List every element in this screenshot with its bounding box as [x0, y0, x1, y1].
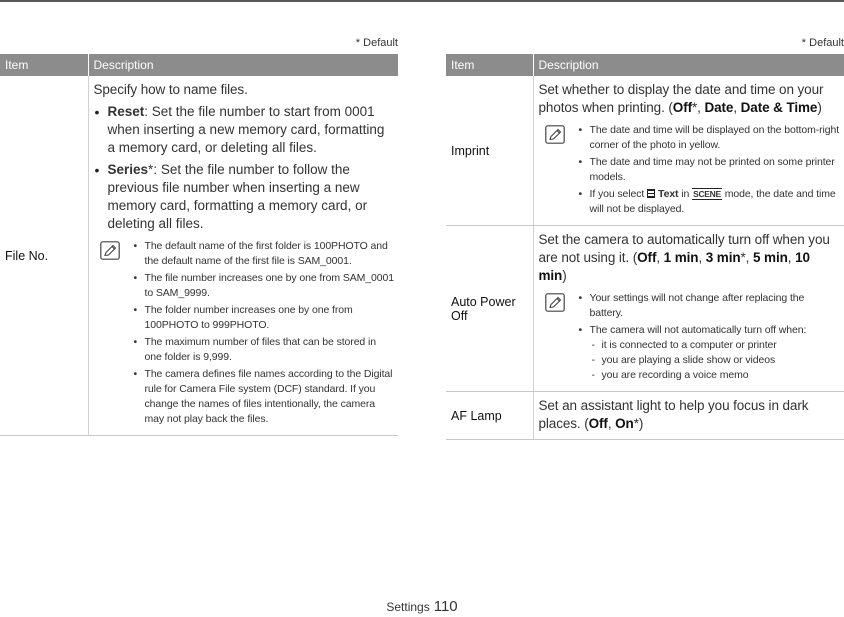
- af-option-off: Off: [588, 416, 608, 431]
- description-auto-power-off: [533, 226, 844, 392]
- note-item: [579, 323, 841, 383]
- description-imprint: [533, 76, 844, 226]
- auto-power-off-intro-text: Set the camera to automatically turn off when you are not using it. (: [538, 232, 830, 265]
- note-text: mode, the date and time will not be displayed.: [589, 188, 836, 215]
- separator: ,: [787, 250, 796, 265]
- note-pencil-icon: [545, 125, 565, 144]
- file-no-note: [94, 239, 395, 429]
- sub-list-item: - you are recording a voice memo: [590, 368, 841, 383]
- auto-power-off-intro: [539, 231, 841, 285]
- separator: ,: [607, 416, 616, 431]
- auto-power-off-note: [539, 291, 841, 385]
- auto-power-off-sub-list: [590, 338, 841, 383]
- default-note-left: * Default: [355, 37, 398, 49]
- separator: ,: [698, 250, 706, 265]
- item-file-no: File No.: [0, 76, 88, 436]
- option-series-text: : Set the file number to follow the previous file number when inserting a new memory card, formatting a memory card, or deleting all files.: [107, 162, 368, 231]
- description-file-no: [88, 76, 398, 436]
- imprint-option-date-time: Date & Time: [740, 100, 818, 115]
- sub-list-item: - it is connected to a computer or printer: [590, 338, 841, 353]
- sub-list-item: - you are playing a slide show or videos: [590, 353, 841, 368]
- option-series-label: Series: [107, 162, 149, 177]
- text-option-label: Text: [658, 188, 679, 200]
- right-settings-table: [446, 54, 844, 440]
- apo-option-5min: 5 min: [752, 250, 788, 265]
- description-af-lamp: [533, 392, 844, 440]
- footer-section-label: Settings: [386, 600, 430, 614]
- separator: ,: [656, 250, 664, 265]
- auto-power-off-note-list: [579, 291, 841, 385]
- note-item: • The camera defines file names according to the Digital rule for Camera File system (DCF) standard. If you change the names of files intentionally, the camera may not play back the files.: [134, 367, 395, 427]
- imprint-note: [539, 123, 841, 219]
- note-item: • The file number increases one by one from SAM_0001 to SAM_9999.: [134, 271, 395, 301]
- file-no-note-list: [134, 239, 395, 429]
- note-item: • The folder number increases one by one from 100PHOTO to 999PHOTO.: [134, 303, 395, 333]
- note-pencil-icon: [100, 241, 120, 260]
- closing-paren: ): [817, 100, 822, 115]
- left-settings-column: [0, 36, 398, 436]
- default-star: *: [148, 162, 154, 177]
- apo-option-3min: 3 min: [705, 250, 741, 265]
- closing-paren: ): [638, 416, 644, 431]
- apo-option-1min: 1 min: [663, 250, 699, 265]
- file-no-options: [94, 103, 395, 233]
- default-star: *: [692, 100, 698, 115]
- note-text: The camera will not automatically turn off when:: [589, 324, 807, 336]
- header-description: Description: [533, 54, 844, 76]
- note-item: • The date and time may not be printed on some printer models.: [579, 155, 841, 185]
- page-number: 110: [433, 598, 458, 615]
- separator: ,: [745, 250, 753, 265]
- default-star: *: [740, 250, 746, 265]
- imprint-option-off: Off: [672, 100, 692, 115]
- imprint-note-list: [579, 123, 841, 219]
- table-row-auto-power-off: [446, 226, 844, 392]
- note-text: in: [678, 188, 693, 200]
- item-auto-power-off: Auto Power Off: [446, 226, 533, 392]
- header-item: Item: [0, 54, 88, 76]
- imprint-intro-text: Set whether to display the date and time on your photos when printing. (: [538, 82, 824, 115]
- option-reset: [94, 103, 395, 157]
- closing-paren: ): [562, 268, 567, 283]
- item-imprint: Imprint: [446, 76, 533, 226]
- note-item: • The date and time will be displayed on the bottom-right corner of the photo in yellow.: [579, 123, 841, 153]
- imprint-intro: [539, 81, 841, 117]
- note-pencil-icon: [545, 293, 565, 312]
- af-option-on: On: [615, 416, 634, 431]
- scene-mode-icon: SCENE: [693, 189, 721, 199]
- af-lamp-intro: [539, 397, 841, 433]
- table-row-file-no: [0, 76, 398, 436]
- apo-option-10min: 10 min: [538, 250, 810, 283]
- note-item: • Your settings will not change after replacing the battery.: [579, 291, 841, 321]
- table-row-af-lamp: [446, 392, 844, 440]
- separator: ,: [733, 100, 741, 115]
- header-description: Description: [88, 54, 398, 76]
- imprint-option-date: Date: [704, 100, 734, 115]
- header-item: Item: [446, 54, 533, 76]
- note-text: If you select: [589, 188, 648, 200]
- default-note-right: * Default: [801, 37, 844, 49]
- default-star: *: [633, 416, 639, 431]
- page-footer: [0, 598, 844, 616]
- option-reset-label: Reset: [107, 104, 145, 119]
- separator: ,: [697, 100, 705, 115]
- file-no-intro: Specify how to name files.: [93, 82, 248, 97]
- note-item: • The maximum number of files that can be stored in one folder is 9,999.: [134, 335, 395, 365]
- note-item: • The default name of the first folder is 100PHOTO and the default name of the first file is SAM_0001.: [134, 239, 395, 269]
- table-row-imprint: [446, 76, 844, 226]
- item-af-lamp: AF Lamp: [446, 392, 533, 440]
- top-rule: [0, 0, 844, 2]
- af-lamp-intro-text: Set an assistant light to help you focus in dark places. (: [538, 398, 809, 431]
- right-settings-column: [446, 36, 844, 440]
- table-header-row: [0, 54, 398, 76]
- table-header-row: [446, 54, 844, 76]
- left-settings-table: [0, 54, 398, 436]
- menu-icon: [647, 189, 655, 198]
- option-series: [94, 161, 395, 233]
- note-item: [579, 187, 841, 217]
- apo-option-off: Off: [637, 250, 657, 265]
- option-reset-text: : Set the file number to start from 0001 when inserting a new memory card, formatting a memory card, or deleting all files.: [107, 104, 385, 155]
